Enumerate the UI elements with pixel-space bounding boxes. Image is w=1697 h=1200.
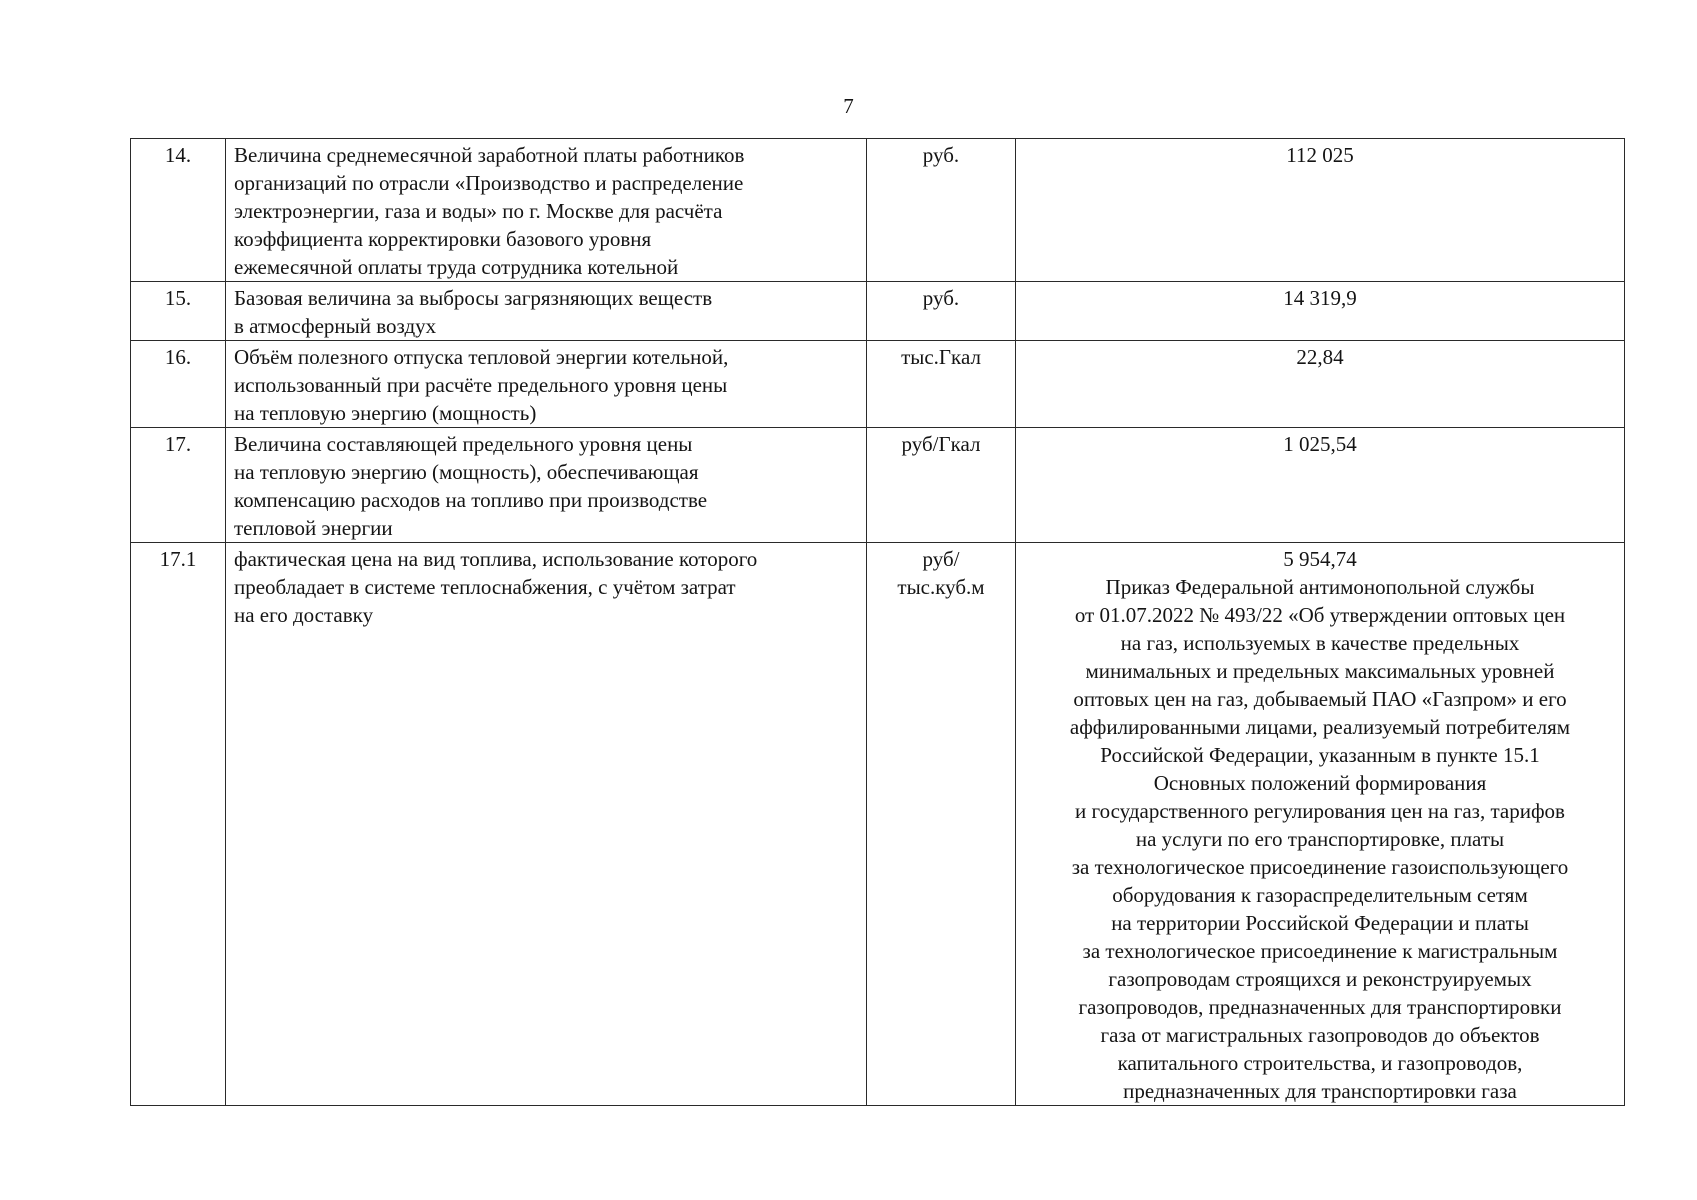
value-text: 14 319,9: [1283, 286, 1357, 310]
row-description: [226, 543, 867, 1106]
row-unit: [867, 428, 1016, 543]
description-line: на его доставку: [234, 603, 374, 627]
row-number: 15.: [131, 282, 226, 341]
row-description: [226, 341, 867, 428]
source-note-line: Основных положений формирования: [1153, 771, 1487, 795]
source-note-line: капитального строительства, и газопроводов,: [1117, 1051, 1523, 1075]
description-line: Величина среднемесячной заработной платы работников: [234, 143, 745, 167]
source-note-line: на услуги по его транспортировке, платы: [1135, 827, 1505, 851]
source-note-line: на территории Российской Федерации и платы: [1111, 911, 1529, 935]
source-note-line: оборудования к газораспределительным сетям: [1112, 883, 1528, 907]
description-line: на тепловую энергию (мощность): [234, 401, 537, 425]
table-row: [131, 428, 1625, 543]
description-line: коэффициента корректировки базового уровня: [234, 227, 652, 251]
description-line: преобладает в системе теплоснабжения, с учётом затрат: [234, 575, 736, 599]
unit-line: руб.: [922, 286, 960, 310]
parameters-table: [130, 138, 1625, 1106]
row-value: [1016, 543, 1625, 1106]
description-line: фактическая цена на вид топлива, использование которого: [234, 547, 758, 571]
description-line: ежемесячной оплаты труда сотрудника котельной: [234, 255, 679, 279]
unit-line: руб/: [922, 547, 960, 571]
row-value: [1016, 139, 1625, 282]
source-note-line: на газ, используемых в качестве предельных: [1120, 631, 1520, 655]
unit-line: руб.: [922, 143, 960, 167]
description-line: использованный при расчёте предельного уровня цены: [234, 373, 728, 397]
table-row: [131, 139, 1625, 282]
source-note-line: газопроводов, предназначенных для транспортировки: [1078, 995, 1562, 1019]
row-description: [226, 428, 867, 543]
value-text: 1 025,54: [1283, 432, 1357, 456]
table-row: [131, 543, 1625, 1106]
source-note-line: от 01.07.2022 № 493/22 «Об утверждении оптовых цен: [1074, 603, 1566, 627]
row-value: [1016, 341, 1625, 428]
description-line: в атмосферный воздух: [234, 314, 437, 338]
row-number: 17.1: [131, 543, 226, 1106]
row-unit: [867, 543, 1016, 1106]
source-note-line: аффилированными лицами, реализуемый потребителям: [1069, 715, 1571, 739]
description-line: Объём полезного отпуска тепловой энергии котельной,: [234, 345, 729, 369]
value-text: 5 954,74: [1283, 547, 1357, 571]
table-row: [131, 282, 1625, 341]
row-number: 14.: [131, 139, 226, 282]
unit-line: тыс.Гкал: [901, 345, 981, 369]
source-note-line: газа от магистральных газопроводов до объектов: [1100, 1023, 1540, 1047]
row-number: 16.: [131, 341, 226, 428]
row-unit: [867, 139, 1016, 282]
row-value: [1016, 282, 1625, 341]
source-note-line: оптовых цен на газ, добываемый ПАО «Газпром» и его: [1073, 687, 1567, 711]
source-note-line: за технологическое присоединение газоиспользующего: [1071, 855, 1569, 879]
source-note-line: за технологическое присоединение к магистральным: [1082, 939, 1558, 963]
description-line: электроэнергии, газа и воды» по г. Москве для расчёта: [234, 199, 723, 223]
source-note-line: Российской Федерации, указанным в пункте 15.1: [1100, 743, 1540, 767]
value-text: 112 025: [1286, 143, 1354, 167]
description-line: компенсацию расходов на топливо при производстве: [234, 488, 708, 512]
source-note-line: и государственного регулирования цен на газ, тарифов: [1075, 799, 1565, 823]
row-value: [1016, 428, 1625, 543]
row-description: [226, 139, 867, 282]
unit-line: руб/Гкал: [901, 432, 981, 456]
value-text: 22,84: [1296, 345, 1344, 369]
description-line: организаций по отрасли «Производство и распределение: [234, 171, 744, 195]
table-row: [131, 341, 1625, 428]
row-description: [226, 282, 867, 341]
row-number: 17.: [131, 428, 226, 543]
source-note-line: предназначенных для транспортировки газа: [1123, 1079, 1517, 1103]
description-line: Базовая величина за выбросы загрязняющих веществ: [234, 286, 713, 310]
source-note-line: минимальных и предельных максимальных уровней: [1085, 659, 1555, 683]
unit-line: тыс.куб.м: [897, 575, 985, 599]
description-line: Величина составляющей предельного уровня цены: [234, 432, 693, 456]
row-unit: [867, 341, 1016, 428]
description-line: тепловой энергии: [234, 516, 393, 540]
source-note-line: Приказ Федеральной антимонопольной службы: [1105, 575, 1535, 599]
row-unit: [867, 282, 1016, 341]
source-note-line: газопроводам строящихся и реконструируемых: [1108, 967, 1532, 991]
description-line: на тепловую энергию (мощность), обеспечивающая: [234, 460, 699, 484]
page-number: 7: [843, 94, 854, 118]
